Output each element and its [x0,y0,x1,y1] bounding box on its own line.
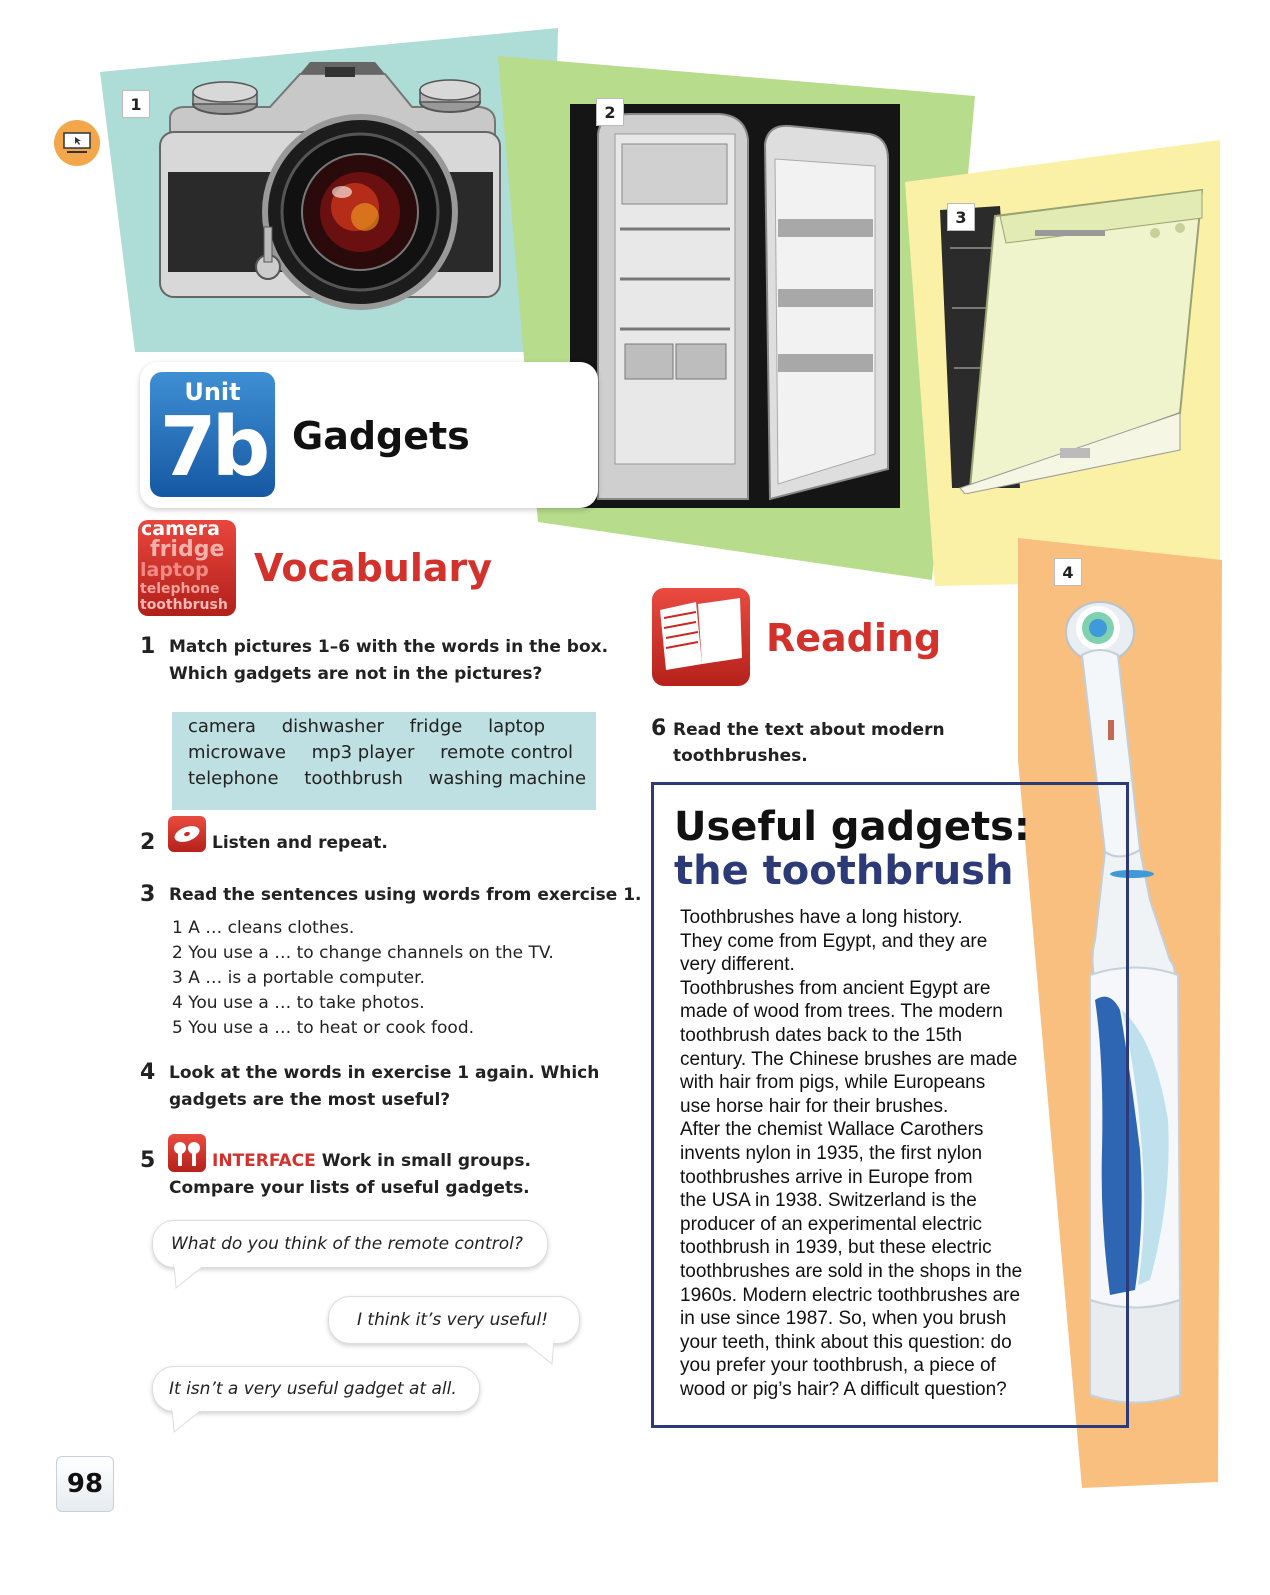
exercise-4-line1: Look at the words in exercise 1 again. Which [169,1063,600,1083]
exercise-5-line1 [212,1148,531,1175]
camera-photo [150,62,510,312]
article-line: the USA in 1938. Switzerland is the [680,1190,977,1212]
exercise-1-line2: Which gadgets are not in the pictures? [169,664,543,684]
unit-label: Unit [184,378,241,406]
word-box-row [188,716,565,737]
exercise-4-number: 4 [140,1060,156,1085]
sentence-2: 2 You use a … to change channels on the TV. [172,943,554,963]
article-line: producer of an experimental electric [680,1213,983,1235]
exercise-3-number: 3 [140,882,156,907]
exercise-5-number: 5 [140,1148,156,1173]
exercise-5-instruction: Work in small groups. [321,1151,531,1171]
picture-tag-4: 4 [1054,558,1082,586]
vocab-icon-word: laptop [140,559,209,581]
exercise-1-number: 1 [140,634,156,659]
page-number: 98 [56,1456,114,1512]
exercise-2-number: 2 [140,830,156,855]
article-line: They come from Egypt, and they are [680,930,988,952]
word-microwave: microwave [188,742,286,763]
article-line: Toothbrushes from ancient Egypt are [680,977,991,999]
article-title-line2: the toothbrush [674,848,1014,894]
word-fridge: fridge [409,716,463,737]
article-body [680,906,1090,1401]
word-dishwasher: dishwasher [281,716,384,737]
speech-bubble-text: I think it’s very useful! [357,1310,549,1330]
article-line: toothbrushes arrive in Europe from [680,1166,973,1188]
speech-bubble-tail [168,1408,208,1434]
picture-tag-2: 2 [596,98,624,126]
sentence-4: 4 You use a … to take photos. [172,993,425,1013]
article-line: wood or pig’s hair? A difficult question? [680,1378,1007,1400]
speech-bubble-1 [152,1220,548,1268]
interface-icon [168,1134,206,1172]
word-remote-control: remote control [440,742,573,763]
article-line: toothbrush in 1939, but these electric [680,1237,992,1259]
article-line: with hair from pigs, while Europeans [680,1072,986,1094]
speech-bubble-2 [328,1296,580,1344]
exercise-1-line1: Match pictures 1–6 with the words in the box. [169,637,609,657]
sentence-5: 5 You use a … to heat or cook food. [172,1018,475,1038]
exercise-6-line2: toothbrushes. [673,746,808,766]
speech-bubble-text: What do you think of the remote control? [171,1234,523,1254]
whiteboard-icon[interactable] [54,120,100,166]
reading-heading: Reading [766,616,942,660]
vocab-icon-word: camera [141,520,220,540]
sentence-1: 1 A … cleans clothes. [172,918,355,938]
vocabulary-icon [138,520,236,616]
interface-label: INTERFACE [212,1151,316,1171]
fridge-photo [570,104,900,508]
word-telephone: telephone [188,768,279,789]
sentence-3: 3 A … is a portable computer. [172,968,425,988]
article-line: very different. [680,954,795,976]
picture-tag-3: 3 [947,203,975,231]
vocabulary-heading: Vocabulary [254,546,493,590]
unit-number: 7b [159,400,266,495]
speech-bubble-text: It isn’t a very useful gadget at all. [169,1379,457,1399]
article-line: invents nylon in 1935, the first nylon [680,1142,983,1164]
speech-bubble-tail [170,1264,210,1290]
exercise-3-text: Read the sentences using words from exercise 1. [169,885,642,905]
word-box-row [188,742,593,763]
article-line: toothbrush dates back to the 15th [680,1024,963,1046]
vocab-icon-word: fridge [150,537,225,562]
dishwasher-photo [940,188,1210,494]
article-line: you prefer your toothbrush, a piece of [680,1355,996,1377]
exercise-6-number: 6 [651,716,667,741]
article-line: made of wood from trees. The modern [680,1001,1003,1023]
vocab-icon-word: toothbrush [140,597,228,613]
cd-icon[interactable] [168,816,206,852]
article-line: use horse hair for their brushes. [680,1095,949,1117]
word-camera: camera [188,716,256,737]
speech-bubble-tail [522,1340,558,1366]
word-laptop: laptop [488,716,546,737]
word-washing-machine: washing machine [428,768,587,789]
article-line: Toothbrushes have a long history. [680,907,963,928]
exercise-6-line1: Read the text about modern [673,720,945,740]
article-title-line1: Useful gadgets: [674,804,1030,850]
article-line: 1960s. Modern electric toothbrushes are [680,1284,1021,1306]
picture-tag-1: 1 [122,90,150,118]
article-line: your teeth, think about this question: do [680,1331,1012,1353]
speech-bubble-3 [152,1366,480,1412]
word-box [172,712,596,810]
word-box-row [188,768,606,789]
vocab-icon-word: telephone [140,581,220,597]
exercise-4-line2: gadgets are the most useful? [169,1090,451,1110]
word-mp3-player: mp3 player [311,742,415,763]
article-line: toothbrushes are sold in the shops in the [680,1260,1023,1282]
article-line: in use since 1987. So, when you brush [680,1308,1007,1330]
word-toothbrush: toothbrush [304,768,403,789]
unit-badge [150,372,275,497]
article-line: century. The Chinese brushes are made [680,1048,1018,1070]
exercise-5-line2: Compare your lists of useful gadgets. [169,1178,530,1198]
book-icon [652,588,750,686]
unit-title: Gadgets [292,414,470,458]
exercise-2-text: Listen and repeat. [212,833,388,853]
article-line: After the chemist Wallace Carothers [680,1119,984,1141]
